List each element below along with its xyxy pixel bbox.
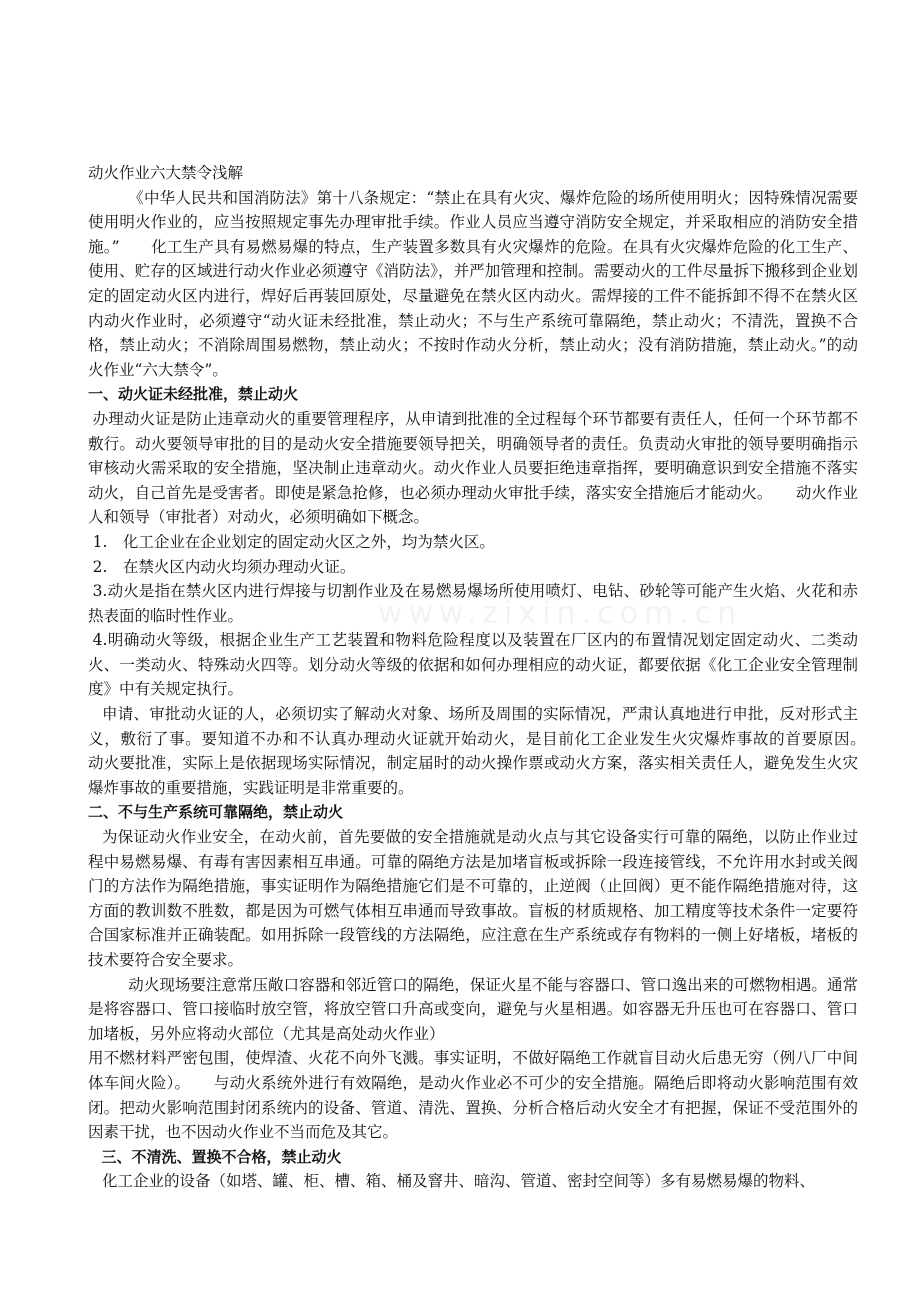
paragraph: 用不燃材料严密包围，使焊渣、火花不向外飞溅。事实证明，不做好隔绝工作就盲目动火后患无穷（例八厂中间体车间火险）。 与动火系统外进行有效隔绝，是动火作业必不可少的安全措施。隔绝后即将动火影响范围有效闭。把动火影响范围封闭系统内的设备、管道、清洗、置换、分析合格后动火安全才有把握，保证不受范围外的因素干扰，也不因动火作业不当而危及其它。: [88, 1049, 858, 1142]
list-item: 2. 在禁火区内动火均须办理动火证。: [92, 557, 356, 576]
document-title: 动火作业六大禁令浅解: [88, 164, 244, 182]
paragraph-intro: 《中华人民共和国消防法》第十八条规定：“禁止在具有火灾、爆炸危险的场所使用明火；因特殊情况需要使用明火作业的，应当按照规定事先办理审批手续。作业人员应当遵守消防安全规定，并采取相应的消防安全措施。” 化工生产具有易燃易爆的特点，生产装置多数具有火灾爆炸的危险。在具有火灾爆炸危险的化工生产、使用、贮存的区域进行动火作业必须遵守《消防法》，并严加管理和控制。需要动火的工件尽量拆下搬移到企业划定的固定动火区内进行，焊好后再装回原处，尽量避免在禁火区内动火。需焊接的工件不能拆卸不得不在禁火区内动火作业时，必须遵守“动火证未经批准，禁止动火；不与生产系统可靠隔绝，禁止动火；不清洗，置换不合格，禁止动火；不消除周围易燃物，禁止动火；不按时作动火分析，禁止动火；没有消防措施，禁止动火。”的动火作业“六大禁令”。: [88, 188, 858, 379]
document-body: [88, 161, 890, 1194]
section-heading-1: 一、动火证未经批准，禁止动火: [88, 385, 299, 404]
section-heading-2: 二、不与生产系统可靠隔绝，禁止动火: [88, 803, 344, 822]
paragraph: 办理动火证是防止违章动火的重要管理程序，从申请到批准的全过程每个环节都要有责任人，任何一个环节都不敷行。动火要领导审批的目的是动火安全措施要领导把关，明确领导者的责任。负责动火审批的领导要明确指示审核动火需采取的安全措施，坚决制止违章动火。动火作业人员要拒绝违章指挥，要明确意识到安全措施不落实动火，自己首先是受害者。即使是紧急抢修，也必须办理动火审批手续，落实安全措施后才能动火。 动火作业人和领导（审批者）对动火，必须明确如下概念。: [88, 409, 858, 527]
watermark: www.zixin.com.cn: [378, 596, 743, 631]
list-item: 1. 化工企业在企业划定的固定动火区之外，均为禁火区。: [92, 532, 495, 551]
list-item: 4.明确动火等级，根据企业生产工艺装置和物料危险程度以及装置在厂区内的布置情况划定固定动火、二类动火、一类动火、特殊动火四等。划分动火等级的依据和如何办理相应的动火证，都要依据《化工企业安全管理制度》中有关规定执行。: [88, 631, 858, 699]
paragraph: 为保证动火作业安全，在动火前，首先要做的安全措施就是动火点与其它设备实行可靠的隔绝，以防止作业过程中易燃易爆、有毒有害因素相互串通。可靠的隔绝方法是加堵盲板或拆除一段连接管线，不允许用水封或关阀门的方法作为隔绝措施，事实证明作为隔绝措施它们是不可靠的，止逆阀（止回阀）更不能作隔绝措施对待，这方面的教训数不胜数，都是因为可燃气体相互串通而导致事故。盲板的材质规格、加工精度等技术条件一定要符合国家标准并正确装配。如用拆除一段管线的方法隔绝，应注意在生产系统或存有物料的一侧上好堵板，堵板的技术要符合安全要求。: [88, 828, 858, 969]
paragraph: 申请、审批动火证的人，必须切实了解动火对象、场所及周围的实际情况，严肃认真地进行申批，反对形式主义，敷衍了事。要知道不办和不认真办理动火证就开始动火，是目前化工企业发生火灾爆炸事故的首要原因。 动火要批准，实际上是依据现场实际情况，制定届时的动火操作票或动火方案，落实相关责任人，避免发生火灾爆炸事故的重要措施，实践证明是非常重要的。: [88, 705, 890, 797]
paragraph: 化工企业的设备（如塔、罐、柜、槽、箱、桶及窨井、暗沟、管道、密封空间等）多有易燃易爆的物料、: [101, 1172, 815, 1191]
paragraph: 动火现场要注意常压敞口容器和邻近管口的隔绝，保证火星不能与容器口、管口逸出来的可燃物相遇。通常是将容器口、管口接临时放空管，将放空管口升高或变向，避免与火星相遇。如容器无升压也可在容器口、管口加堵板，另外应将动火部位（尤其是高处动火作业）: [88, 975, 858, 1043]
section-heading-3: 三、不清洗、置换不合格，禁止动火: [101, 1147, 342, 1166]
list-item: 3.动火是指在禁火区内进行焊接与切割作业及在易燃易爆场所使用喷灯、电钻、砂轮等可能产生火焰、火花和赤热表面的临时性作业。: [88, 582, 858, 625]
